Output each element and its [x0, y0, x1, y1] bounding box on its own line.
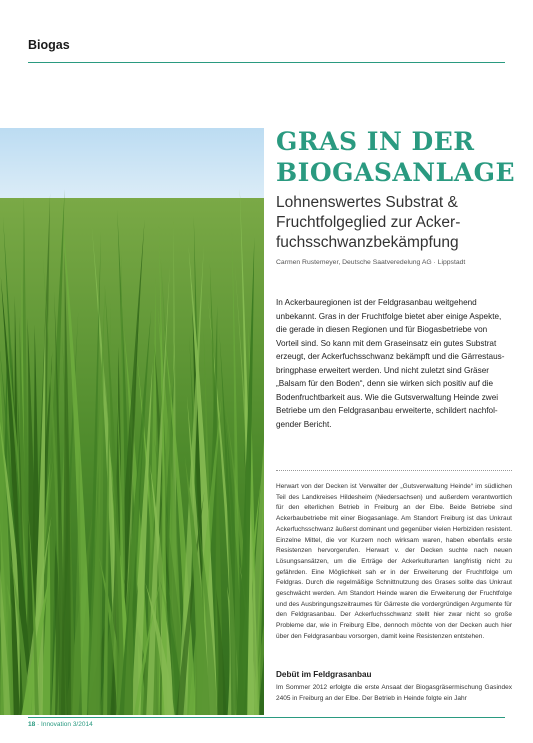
page-number: 18	[28, 721, 36, 728]
bottom-divider	[28, 717, 505, 718]
article-subtitle: Lohnenswertes Substrat & Fruchtfolgeglied zur Acker- fuchsschwanzbekämpfung	[276, 194, 461, 251]
dotted-divider	[276, 470, 512, 471]
article-title	[276, 126, 526, 188]
body-paragraph-2: Im Sommer 2012 erfolgte die erste Ansaat der Biogasgräsermischung Gasindex 2405 in Freiburg an der Elbe. Der Betrieb in Heinde folgte ein Jahr	[276, 684, 512, 702]
title-line-1: GRAS IN DER	[276, 127, 475, 156]
lead-paragraph: In Ackerbauregionen ist der Feldgrasanbau weitgehend unbekannt. Gras in der Fruchtfolge bietet aber einige Aspekte, die gerade in diesen Regionen und für Biogasbetriebe von Vorteil sind. So kann mit dem Graseinsatz ein gutes Substrat erzeugt, der Ackerfuchsschwanz bekämpft und die Gärrestaus- bringphase erweitert werden. Und nicht zuletzt sind Gräser „Balsam für den Boden“, denn sie wirken sich positiv auf die Bodenfruchtbarkeit aus. Wie die Gutsverwaltung Heinde zwei Betriebe um den Feldgrasanbau erweiterte, schildert nachfol- gender Bericht.	[276, 298, 505, 429]
issue-label: · Innovation 3/2014	[37, 721, 93, 728]
author-line: Carmen Rustemeyer, Deutsche Saatveredelung AG · Lippstadt	[276, 259, 466, 266]
title-line-2: BIOGASANLAGE	[276, 158, 516, 187]
section-subheading: Debüt im Feldgrasanbau	[276, 670, 372, 679]
body-paragraph: Herwart von der Decken ist Verwalter der „Gutsverwaltung Heinde“ im südlichen Teil des Landkreises Hildesheim (Niedersachsen) und außerdem verantwortlich für den elterlichen Betrieb in Freiburg an der Elbe. Beide Betriebe sind Ackerbaubetriebe mit einer Biogasanlage. Am Standort Freiburg ist das Unkraut Ackerfuchsschwanz äußerst dominant und gegenüber vielen Herbiziden resistent. Einzelne Mittel, die vor Kurzem noch wirksam waren, haben ebenfalls erste Resistenzen hervorgerufen. Herwart v. der Decken suchte nach neuen Lösungsansätzen, um die Erträge der Ackerkulturarten langfristig nicht zu gefährden. Eine Möglichkeit sah er in der Erweiterung der Fruchtfolge um Feldgras. Durch die regelmäßige Schnittnutzung des Grases sollte das Unkraut geschwächt werden. Am Standort Heinde waren die Erweiterung der Fruchtfolge und des Ausbringungszeitraumes für Gärreste die vordergründigen Argumente für den Feldgrasanbau. Der Ackerfuchsschwanz stellt hier zwar nicht so große Probleme dar, wie in Freiburg Elbe, dennoch möchte von der Decken auch hier über den Feldgrasanbau vorsorgen, damit keine Resistenzen entstehen.	[276, 483, 512, 640]
top-divider	[28, 62, 505, 63]
grass-field-photo	[0, 128, 264, 715]
section-label: Biogas	[28, 38, 70, 52]
page-footer	[28, 721, 93, 728]
